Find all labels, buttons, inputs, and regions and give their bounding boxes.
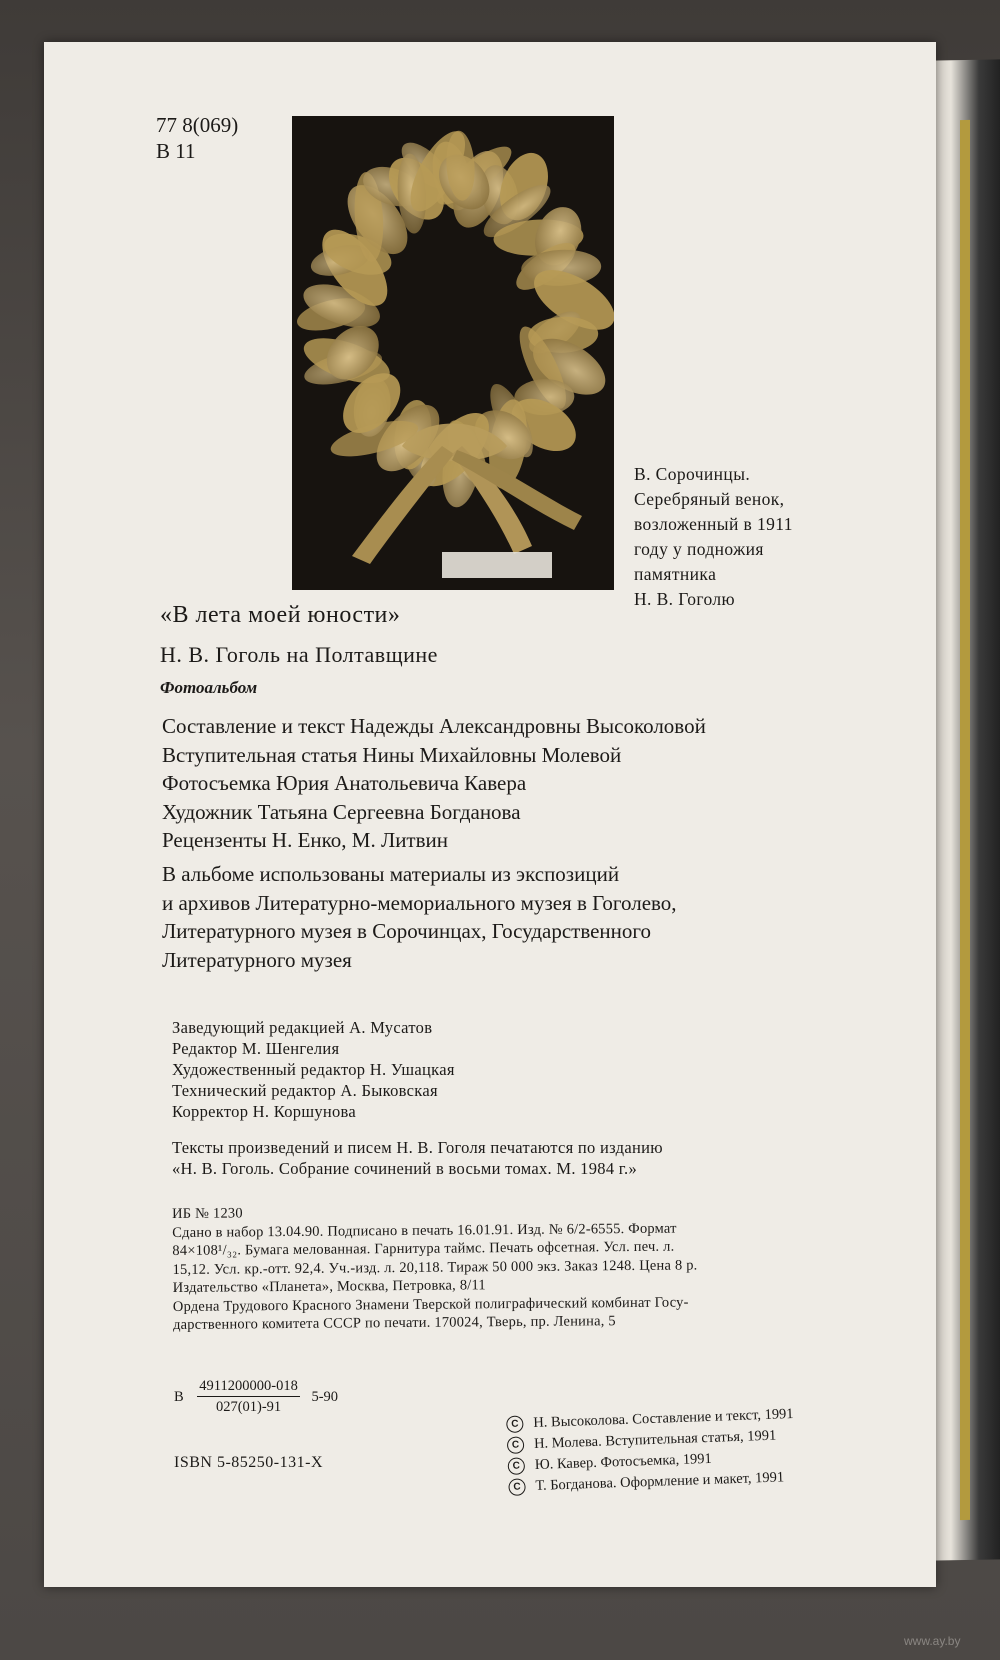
index-tail: 5-90 — [311, 1388, 339, 1405]
index-letter: В — [174, 1388, 184, 1405]
caption-line: Серебряный венок, — [634, 489, 785, 509]
cover-band — [960, 120, 970, 1520]
bbk-code: В 11 — [156, 139, 196, 163]
index-fraction — [197, 1377, 300, 1416]
caption-line: возложенный в 1911 — [634, 514, 793, 534]
udc-classification — [156, 112, 238, 164]
editorial-staff — [172, 1017, 455, 1122]
staff-line: Технический редактор А. Быковская — [172, 1081, 438, 1100]
imprint-line: Сдано в набор 13.04.90. Подписано в печать 16.01.91. Изд. № 6/2-6555. Формат — [172, 1220, 677, 1241]
caption-line: Н. В. Гоголю — [634, 589, 736, 609]
materials-note — [162, 860, 677, 974]
copyright-text: Н. Молева. Вступительная статья, 1991 — [533, 1427, 777, 1453]
copyright-icon: C — [508, 1479, 526, 1497]
copyright-block — [506, 1404, 796, 1498]
photo-caption — [634, 462, 874, 612]
staff-line: Заведующий редакцией А. Мусатов — [172, 1018, 433, 1037]
index-numerator: 4911200000-018 — [197, 1377, 300, 1397]
imprint-line: Ордена Трудового Красного Знамени Тверской полиграфический комбинат Госу- — [172, 1293, 689, 1315]
materials-line: Литературного музея — [162, 947, 352, 972]
copyright-icon: C — [506, 1416, 524, 1434]
materials-line: и архивов Литературно-мемориального музея в Гоголево, — [162, 890, 677, 915]
copyright-text: Ю. Кавер. Фотосъемка, 1991 — [534, 1450, 713, 1474]
copyright-text: Т. Богданова. Оформление и макет, 1991 — [535, 1469, 785, 1495]
watermark: www.ay.by — [904, 1634, 961, 1648]
imprint-block — [172, 1199, 893, 1335]
imprint-line: 84×108¹/₃₂. Бумага мелованная. Гарнитура таймс. Печать офсетная. Усл. печ. л. — [172, 1238, 675, 1259]
source-line: Тексты произведений и писем Н. В. Гоголя печатаются по изданию — [172, 1138, 663, 1157]
imprint-line: ИБ № 1230 — [172, 1205, 243, 1222]
staff-line: Художественный редактор Н. Ушацкая — [172, 1060, 455, 1079]
credits-block — [162, 712, 706, 855]
book-title: «В лета моей юности» — [160, 602, 401, 628]
catalog-index — [174, 1377, 338, 1416]
silver-wreath-image — [292, 116, 614, 590]
staff-line: Редактор М. Шенгелия — [172, 1039, 340, 1058]
book-genre: Фотоальбом — [160, 678, 258, 697]
imprint-line: дарственного комитета СССР по печати. 170024, Тверь, пр. Ленина, 5 — [172, 1313, 616, 1333]
udc-code: 77 8(069) — [156, 113, 239, 137]
imprint-line: Издательство «Планета», Москва, Петровка, 8/11 — [172, 1277, 486, 1296]
index-denominator: 027(01)-91 — [215, 1399, 282, 1415]
book-subtitle: Н. В. Гоголь на Полтавщине — [160, 642, 438, 667]
credit-line: Рецензенты Н. Енко, М. Литвин — [162, 828, 449, 852]
book-page — [44, 42, 936, 1587]
materials-line: Литературного музея в Сорочинцах, Государственного — [162, 919, 651, 943]
book-cover-edge — [930, 59, 1000, 1560]
credit-line: Вступительная статья Нины Михайловны Молевой — [162, 742, 622, 767]
caption-line: памятника — [634, 564, 717, 584]
source-note — [172, 1137, 663, 1179]
copyright-icon: C — [508, 1458, 526, 1476]
isbn: ISBN 5-85250-131-X — [174, 1454, 323, 1471]
staff-line: Корректор Н. Коршунова — [172, 1102, 357, 1121]
wreath-photo — [292, 116, 614, 590]
imprint-line: 15,12. Усл. кр.-отт. 92,4. Уч.-изд. л. 20,118. Тираж 50 000 экз. Заказ 1248. Цена 8 р. — [172, 1256, 698, 1278]
caption-line: В. Сорочинцы. — [634, 464, 751, 484]
materials-line: В альбоме использованы материалы из экспозиций — [162, 862, 620, 886]
caption-line: году у подножия — [634, 539, 764, 559]
credit-line: Художник Татьяна Сергеевна Богданова — [162, 799, 521, 824]
credit-line: Составление и текст Надежды Александровны Высоколовой — [162, 714, 706, 738]
credit-line: Фотосъемка Юрия Анатольевича Кавера — [162, 771, 527, 795]
copyright-icon: C — [507, 1437, 525, 1455]
copyright-text: Н. Высоколова. Составление и текст, 1991 — [533, 1405, 794, 1432]
source-line: «Н. В. Гоголь. Собрание сочинений в восьми томах. М. 1984 г.» — [172, 1159, 637, 1178]
